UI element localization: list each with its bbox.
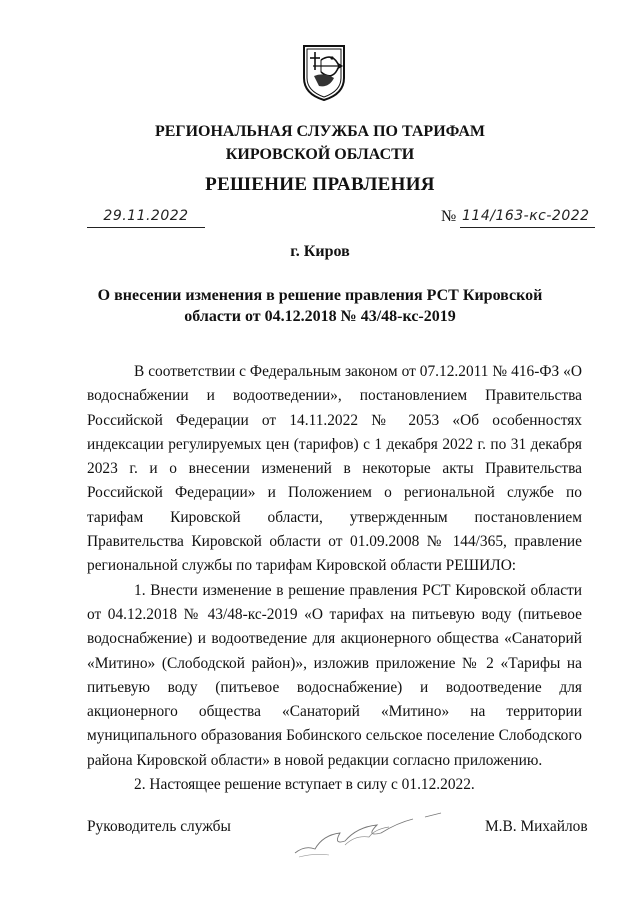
document-type-title: РЕШЕНИЕ ПРАВЛЕНИЯ bbox=[205, 174, 435, 195]
decision-item-1: 1. Внести изменение в решение правления РСТ Кировской области от 04.12.2018 № 43/48-кс-2019 «О тарифах на питьевую воду (питьевое водоснабжение) и водоотведение для акционерного общества «Санаторий «Митино» (Слободской район)», изложив приложение № 2 «Тарифы на питьевую воду (питьевое водоснабжение) и водоотведение для акционерного общества «Санаторий «Митино» на территории муниципального образования Бобинского сельское поселение Слободского района Кировской области» в новой редакции согласно приложению. bbox=[87, 581, 582, 769]
document-city: г. Киров bbox=[290, 243, 350, 260]
document-subject bbox=[0, 285, 640, 327]
date-underline bbox=[87, 227, 205, 228]
document-subject-line-2: области от 04.12.2018 № 43/48-кс-2019 bbox=[184, 308, 456, 325]
document-number: 114/163-кс-2022 bbox=[462, 208, 590, 224]
preamble-paragraph: В соответствии с Федеральным законом от 07.12.2011 № 416-ФЗ «О водоснабжении и водоотведении», постановлением Правительства Российской Федерации от 14.11.2022 № 2053 «Об особенностях индексации регулируемых цен (тарифов) с 1 декабря 2022 г. по 31 декабря 2023 г. и о внесении изменений в некоторые акты Правительства Российской Федерации» и Положением о региональной службе по тарифам Кировской области, утвержденным постановлением Правительства Кировской области от 01.09.2008 № 144/365, правление региональной службы по тарифам Кировской области РЕШИЛО: bbox=[87, 363, 582, 575]
number-underline bbox=[460, 227, 595, 228]
document-subject-line-1: О внесении изменения в решение правления РСТ Кировской bbox=[97, 287, 543, 304]
organization-name-line-1: РЕГИОНАЛЬНАЯ СЛУЖБА ПО ТАРИФАМ bbox=[154, 123, 486, 140]
document-number-prefix: № bbox=[441, 208, 457, 225]
document-number-field bbox=[460, 208, 595, 230]
organization-name-line-2: КИРОВСКОЙ ОБЛАСТИ bbox=[225, 146, 415, 163]
handwritten-signature-icon bbox=[285, 805, 445, 865]
signatory-position: Руководитель службы bbox=[87, 818, 231, 835]
document-date-field bbox=[87, 208, 205, 230]
signatory-name: М.В. Михайлов bbox=[485, 818, 588, 835]
document-body bbox=[87, 360, 582, 797]
kirov-coat-of-arms-icon bbox=[299, 42, 349, 104]
document-date: 29.11.2022 bbox=[103, 208, 189, 224]
organization-name bbox=[0, 120, 640, 166]
decision-item-2: 2. Настоящее решение вступает в силу с 01.12.2022. bbox=[134, 776, 475, 794]
